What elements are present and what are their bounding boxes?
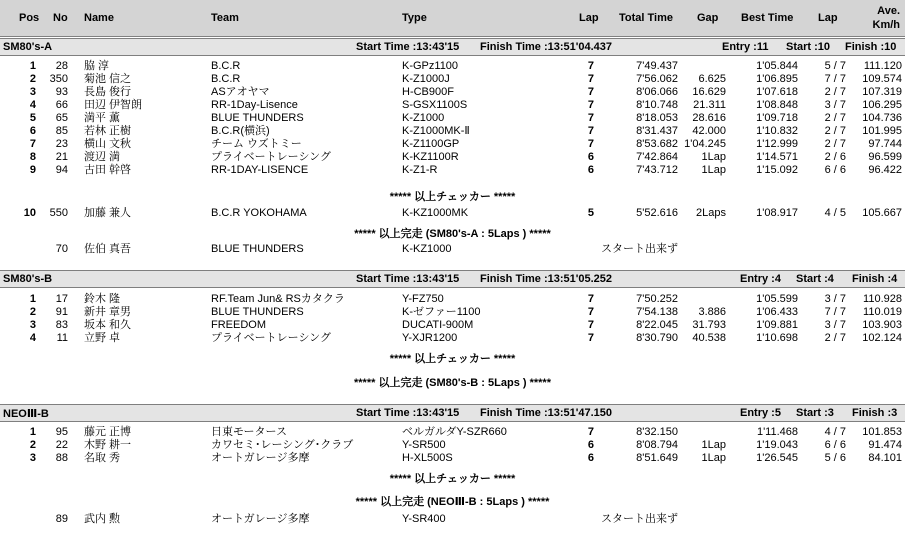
finish-time: Finish Time :13:51'04.437: [480, 41, 613, 53]
machine-type: H-CB900F: [402, 86, 454, 98]
col-team: Team: [211, 12, 239, 24]
best-lap: 2 / 7: [824, 112, 846, 124]
machine-type: Y-SR400: [402, 513, 446, 525]
machine-type: K-KZ1100R: [402, 151, 459, 163]
team: チーム ウズトミー: [211, 138, 302, 150]
pos: 3: [29, 319, 36, 331]
ave-speed: 104.736: [862, 112, 902, 124]
result-row: [0, 73, 905, 85]
gap: 1Lap: [701, 164, 726, 176]
checker-note: ***** 以上チェッカー *****: [389, 353, 516, 365]
car-no: 70: [55, 243, 68, 255]
laps: 7: [587, 86, 594, 98]
machine-type: K-KZ1000: [402, 243, 452, 255]
total-time: 8'10.748: [636, 99, 678, 111]
car-no: 21: [55, 151, 68, 163]
rider-name: 鈴木 隆: [84, 293, 121, 305]
result-row: [0, 426, 905, 438]
dns-status: スタート出来ず: [601, 243, 678, 255]
car-no: 88: [55, 452, 68, 464]
pos: 2: [29, 439, 36, 451]
result-row: [0, 112, 905, 124]
col-gap: Gap: [697, 12, 719, 24]
rider-name: 満平 薫: [84, 112, 121, 124]
machine-type: K-Z1000: [402, 112, 445, 124]
gap: 2Laps: [696, 207, 726, 219]
laps: 6: [587, 151, 594, 163]
total-time: 8'08.794: [636, 439, 678, 451]
best-lap: 6 / 6: [824, 439, 846, 451]
car-no: 11: [56, 332, 68, 344]
total-time: 8'30.790: [636, 332, 678, 344]
gap: 1Lap: [701, 151, 726, 163]
result-row: [0, 306, 905, 318]
team: B.C.R: [211, 73, 241, 85]
ave-speed: 106.295: [862, 99, 902, 111]
laps: 7: [587, 112, 594, 124]
team: BLUE THUNDERS: [211, 243, 304, 255]
rider-name: 長島 俊行: [84, 86, 132, 98]
gap: 40.538: [692, 332, 726, 344]
team: 日東モータース: [211, 426, 288, 438]
team: プライベートレーシング: [211, 151, 331, 163]
rider-name: 脇 淳: [84, 60, 110, 72]
pos: 7: [29, 138, 36, 150]
rider-name: 名取 秀: [84, 452, 121, 464]
best-lap: 3 / 7: [824, 293, 846, 305]
ave-speed: 103.903: [862, 319, 902, 331]
laps: 7: [587, 293, 594, 305]
team: B.C.R YOKOHAMA: [211, 207, 307, 219]
total-time: 7'49.437: [636, 60, 678, 72]
laps: 7: [587, 319, 594, 331]
pos: 2: [29, 73, 36, 85]
best-time: 1'14.571: [756, 151, 798, 163]
gap: 1Lap: [701, 439, 726, 451]
col-lap: Lap: [579, 12, 599, 24]
best-lap: 2 / 6: [824, 151, 846, 163]
team: B.C.R(横浜): [211, 125, 270, 137]
laps: 6: [587, 452, 594, 464]
ave-speed: 111.120: [863, 60, 902, 72]
pos: 3: [29, 452, 36, 464]
dns-row: [0, 513, 905, 525]
machine-type: K-GPz1100: [402, 60, 459, 72]
column-header: [0, 0, 905, 37]
entry-count: Entry :4: [740, 273, 781, 285]
team: B.C.R: [211, 60, 241, 72]
col-no: No: [53, 12, 68, 24]
start-count: Start :10: [786, 41, 831, 53]
best-time: 1'10.832: [756, 125, 798, 137]
best-time: 1'05.844: [756, 60, 798, 72]
best-time: 1'09.881: [756, 319, 798, 331]
team: RR-1DAY-LISENCE: [211, 164, 309, 176]
car-no: 93: [55, 86, 68, 98]
machine-type: K-Z1000MK-Ⅱ: [402, 125, 470, 137]
machine-type: Y-SR500: [402, 439, 446, 451]
entry-count: Entry :11: [722, 41, 769, 53]
best-time: 1'06.433: [756, 306, 798, 318]
best-lap: 2 / 7: [824, 86, 846, 98]
pos: 8: [29, 151, 36, 163]
section-header: [0, 270, 905, 288]
finish-time: Finish Time :13:51'47.150: [480, 407, 613, 419]
ave-speed: 109.574: [862, 73, 902, 85]
col-best-lap: Lap: [818, 12, 838, 24]
laps: 6: [587, 439, 594, 451]
best-lap: 5 / 7: [824, 60, 846, 72]
col-total-time: Total Time: [619, 12, 673, 24]
car-no: 83: [55, 319, 68, 331]
laps: 7: [587, 125, 594, 137]
total-time: 5'52.616: [636, 207, 678, 219]
machine-type: K-Z1100GP: [402, 138, 460, 150]
car-no: 350: [49, 73, 68, 85]
gap: 3.886: [698, 306, 726, 318]
gap: 31.793: [692, 319, 726, 331]
start-count: Start :4: [796, 273, 834, 285]
car-no: 66: [55, 99, 68, 111]
result-row: [0, 452, 905, 464]
entry-count: Entry :5: [740, 407, 781, 419]
car-no: 28: [55, 60, 68, 72]
rider-name: 渡辺 満: [84, 151, 121, 163]
laps: 7: [587, 138, 594, 150]
dns-status: スタート出来ず: [601, 513, 678, 525]
pos: 1: [29, 293, 36, 305]
total-time: 8'18.053: [636, 112, 678, 124]
checker-note: ***** 以上チェッカー *****: [389, 473, 516, 485]
best-lap: 3 / 7: [824, 319, 846, 331]
best-lap: 3 / 7: [824, 99, 846, 111]
finish-time: Finish Time :13:51'05.252: [480, 273, 613, 285]
total-time: 7'43.712: [636, 164, 678, 176]
col-pos: Pos: [19, 12, 40, 24]
class-title: NEOⅢ-B: [3, 408, 49, 420]
total-time: 8'31.437: [636, 125, 678, 137]
best-time: 1'06.895: [756, 73, 798, 85]
ave-speed: 97.744: [868, 138, 902, 150]
pos: 3: [29, 86, 36, 98]
best-lap: 2 / 7: [824, 138, 846, 150]
ave-speed: 105.667: [862, 207, 902, 219]
gap: 16.629: [692, 86, 726, 98]
col-ave-speed: Ave. Km/h: [872, 5, 900, 31]
laps: 7: [587, 99, 594, 111]
result-row: [0, 207, 905, 219]
start-time: Start Time :13:43'15: [356, 273, 460, 285]
machine-type: S-GSX1100S: [402, 99, 468, 111]
machine-type: K-ゼファー1100: [402, 306, 481, 318]
best-time: 1'15.092: [756, 164, 798, 176]
gap: 6.625: [698, 73, 726, 85]
gap: 21.311: [693, 99, 726, 111]
best-lap: 7 / 7: [824, 306, 846, 318]
finish-count: Finish :10: [845, 41, 897, 53]
result-row: [0, 293, 905, 305]
best-lap: 4 / 7: [824, 426, 846, 438]
best-time: 1'07.618: [756, 86, 798, 98]
car-no: 22: [55, 439, 68, 451]
rider-name: 立野 卓: [84, 332, 121, 344]
complete-note: ***** 以上完走 (SM80's-A : 5Laps ) *****: [354, 228, 551, 240]
best-lap: 4 / 5: [824, 207, 846, 219]
laps: 5: [587, 207, 594, 219]
rider-name: 菊池 信之: [84, 73, 132, 85]
result-row: [0, 86, 905, 98]
laps: 7: [587, 73, 594, 85]
gap: 1Lap: [701, 452, 726, 464]
pos: 4: [29, 332, 36, 344]
result-row: [0, 99, 905, 111]
ave-speed: 102.124: [862, 332, 902, 344]
total-time: 8'32.150: [636, 426, 678, 438]
machine-type: K-Z1000J: [402, 73, 450, 85]
best-time: 1'10.698: [756, 332, 798, 344]
checker-note: ***** 以上チェッカー *****: [389, 191, 516, 203]
laps: 7: [587, 60, 594, 72]
best-lap: 7 / 7: [824, 73, 846, 85]
team: FREEDOM: [211, 319, 266, 331]
team: ASアオヤマ: [211, 86, 270, 98]
team: カワセミ･レーシング･クラブ: [211, 439, 354, 451]
result-row: [0, 151, 905, 163]
result-row: [0, 439, 905, 451]
result-row: [0, 138, 905, 150]
class-title: SM80's-A: [3, 41, 53, 53]
machine-type: K-Z1-R: [402, 164, 438, 176]
car-no: 85: [55, 125, 68, 137]
total-time: 8'53.682: [636, 138, 678, 150]
rider-name: 田辺 伊智朗: [84, 99, 143, 111]
car-no: 17: [55, 293, 68, 305]
pos: 4: [29, 99, 36, 111]
best-time: 1'08.917: [756, 207, 798, 219]
complete-note: ***** 以上完走 (SM80's-B : 5Laps ) *****: [353, 377, 551, 389]
laps: 7: [587, 306, 594, 318]
car-no: 65: [55, 112, 68, 124]
start-time: Start Time :13:43'15: [356, 41, 460, 53]
machine-type: ベルガルダY-SZR660: [402, 426, 507, 438]
result-row: [0, 332, 905, 344]
result-row: [0, 60, 905, 72]
best-time: 1'26.545: [756, 452, 798, 464]
total-time: 8'22.045: [636, 319, 678, 331]
col-type: Type: [402, 12, 427, 24]
ave-speed: 91.474: [868, 439, 902, 451]
car-no: 89: [55, 513, 68, 525]
ave-speed: 107.319: [862, 86, 902, 98]
car-no: 95: [55, 426, 68, 438]
machine-type: Y-XJR1200: [402, 332, 458, 344]
ave-speed: 110.928: [863, 293, 902, 305]
pos: 1: [29, 426, 36, 438]
result-row: [0, 164, 905, 176]
rider-name: 横山 文秋: [84, 138, 132, 150]
start-count: Start :3: [796, 407, 834, 419]
gap: 28.616: [692, 112, 726, 124]
ave-speed: 101.853: [862, 426, 902, 438]
pos: 10: [23, 207, 36, 219]
best-time: 1'19.043: [756, 439, 798, 451]
ave-speed: 101.995: [862, 125, 902, 137]
team: オートガレージ多摩: [211, 513, 310, 525]
rider-name: 新井 章男: [84, 306, 132, 318]
rider-name: 坂本 和久: [84, 319, 132, 331]
rider-name: 古田 幹啓: [84, 164, 132, 176]
laps: 7: [587, 332, 594, 344]
total-time: 7'56.062: [636, 73, 678, 85]
start-time: Start Time :13:43'15: [356, 407, 460, 419]
rider-name: 藤元 正博: [84, 426, 132, 438]
finish-count: Finish :4: [852, 273, 898, 285]
best-lap: 2 / 7: [824, 125, 846, 137]
rider-name: 若林 正樹: [84, 125, 132, 137]
col-best-time: Best Time: [741, 12, 794, 24]
pos: 5: [29, 112, 36, 124]
rider-name: 木野 耕一: [84, 439, 132, 451]
team: プライベートレーシング: [211, 332, 331, 344]
ave-speed: 96.599: [868, 151, 902, 163]
team: オートガレージ多摩: [211, 452, 310, 464]
best-lap: 6 / 6: [824, 164, 846, 176]
best-time: 1'08.848: [756, 99, 798, 111]
car-no: 94: [55, 164, 68, 176]
total-time: 7'54.138: [636, 306, 678, 318]
best-time: 1'05.599: [756, 293, 798, 305]
result-row: [0, 319, 905, 331]
machine-type: H-XL500S: [402, 452, 453, 464]
total-time: 8'06.066: [636, 86, 678, 98]
machine-type: Y-FZ750: [402, 293, 444, 305]
laps: 6: [587, 164, 594, 176]
ave-speed: 84.101: [868, 452, 902, 464]
best-time: 1'12.999: [756, 138, 798, 150]
best-time: 1'11.468: [756, 426, 798, 438]
car-no: 550: [49, 207, 68, 219]
rider-name: 加藤 兼人: [84, 207, 132, 219]
dns-row: [0, 243, 905, 255]
complete-note: ***** 以上完走 (NEOⅢ-B : 5Laps ) *****: [355, 496, 550, 508]
rider-name: 佐伯 真吾: [84, 243, 132, 255]
team: BLUE THUNDERS: [211, 112, 304, 124]
team: RF.Team Jun& RSカタクラ: [211, 293, 345, 305]
car-no: 91: [55, 306, 68, 318]
ave-speed: 110.019: [863, 306, 902, 318]
machine-type: DUCATI-900M: [402, 319, 474, 331]
car-no: 23: [55, 138, 68, 150]
class-title: SM80's-B: [3, 273, 53, 285]
pos: 1: [29, 60, 36, 72]
ave-speed: 96.422: [868, 164, 902, 176]
laps: 7: [587, 426, 594, 438]
gap: 1'04.245: [684, 138, 726, 150]
total-time: 7'50.252: [636, 293, 678, 305]
col-name: Name: [84, 12, 114, 24]
result-row: [0, 125, 905, 137]
team: RR-1Day-Lisence: [211, 99, 298, 111]
best-time: 1'09.718: [756, 112, 798, 124]
pos: 9: [29, 164, 36, 176]
gap: 42.000: [692, 125, 726, 137]
total-time: 8'51.649: [636, 452, 678, 464]
total-time: 7'42.864: [636, 151, 678, 163]
section-header: [0, 404, 905, 422]
machine-type: K-KZ1000MK: [402, 207, 469, 219]
rider-name: 武内 勲: [84, 513, 121, 525]
team: BLUE THUNDERS: [211, 306, 304, 318]
pos: 6: [29, 125, 36, 137]
finish-count: Finish :3: [852, 407, 898, 419]
best-lap: 2 / 7: [824, 332, 846, 344]
section-header: [0, 38, 905, 56]
pos: 2: [29, 306, 36, 318]
best-lap: 5 / 6: [824, 452, 846, 464]
